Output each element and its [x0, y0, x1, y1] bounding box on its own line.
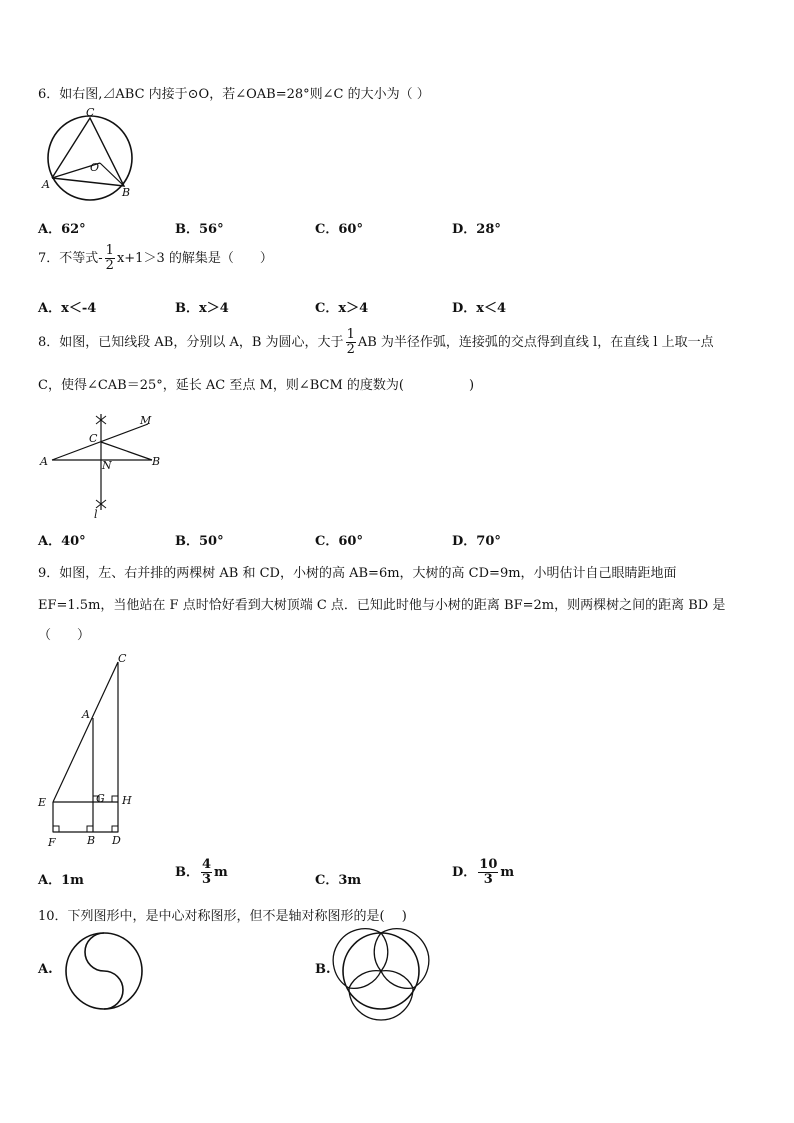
q8-option-c[interactable]: C．60° [315, 534, 363, 549]
q8-label-m: M [140, 414, 152, 427]
q8-label-a: A [40, 455, 48, 468]
q6-label-o: O [90, 161, 100, 174]
q6-option-a[interactable]: A．62° [38, 222, 86, 237]
q7-stem [38, 244, 273, 273]
q7-option-c[interactable]: C．x＞4 [315, 301, 369, 316]
q8-stem-line2: C，使得∠CAB＝25°，延长 AC 至点 M，则∠BCM 的度数为( ) [38, 378, 475, 393]
q9-option-d-num: 10 [479, 857, 498, 872]
q7-option-a[interactable]: A．x＜-4 [38, 301, 97, 316]
q6-figure [40, 108, 140, 203]
q8-figure [38, 412, 168, 522]
q8-option-d[interactable]: D．70° [452, 534, 501, 549]
q8-option-b[interactable]: B．50° [175, 534, 224, 549]
q7-fraction [105, 244, 115, 273]
q9-label-c: C [118, 652, 127, 665]
q6-stem: 6．如右图,⊿ABC 内接于⊙O，若∠OAB=28°则∠C 的大小为（ ） [38, 87, 430, 102]
q9-stem-line1: 9．如图，左、右并排的两棵树 AB 和 CD，小树的高 AB=6m，大树的高 CD=9m，小明估计自己眼睛距地面 [38, 566, 677, 581]
q9-option-b-den: 3 [202, 872, 212, 887]
q9-label-d: D [112, 834, 121, 847]
q9-option-d[interactable] [452, 858, 514, 887]
q9-option-d-den: 3 [483, 872, 493, 887]
q9-label-e: E [38, 796, 47, 809]
q6-label-b: B [122, 186, 131, 199]
q9-option-d-fraction [478, 858, 498, 887]
q8-label-c: C [89, 432, 98, 445]
q9-option-b-num: 4 [202, 857, 212, 872]
q7-option-b[interactable]: B．x＞4 [175, 301, 229, 316]
q9-option-b-fraction [201, 858, 212, 887]
q10-figure-a-yin-yang[interactable] [62, 930, 146, 1012]
q9-label-b: B [87, 834, 96, 847]
q7-option-d[interactable]: D．x＜4 [452, 301, 507, 316]
q8-label-n: N [102, 459, 112, 472]
q10-figure-b-trefoil[interactable] [338, 928, 424, 1014]
q9-option-d-unit: m [500, 865, 515, 880]
q8-label-l: l [94, 508, 98, 521]
q9-label-g: G [96, 792, 105, 805]
q7-fraction-num: 1 [105, 243, 114, 258]
q6-option-d[interactable]: D．28° [452, 222, 501, 237]
q6-option-b[interactable]: B．56° [175, 222, 224, 237]
q7-text-pre: 7．不等式- [38, 251, 103, 266]
q8-text-post: AB 为半径作弧，连接弧的交点得到直线 l，在直线 l 上取一点 [357, 335, 714, 350]
q6-option-c[interactable]: C．60° [315, 222, 363, 237]
q9-option-d-prefix: D． [452, 865, 477, 880]
q10-option-a[interactable]: A. [38, 962, 53, 977]
q8-fraction-den: 2 [346, 342, 355, 357]
q9-option-b[interactable] [175, 858, 228, 887]
q8-label-b: B [152, 455, 161, 468]
q8-fraction-num: 1 [346, 327, 355, 342]
q8-option-a[interactable]: A．40° [38, 534, 86, 549]
q6-label-c: C [86, 106, 95, 119]
q9-stem-line3: （ ） [38, 628, 91, 643]
q9-option-b-prefix: B． [175, 865, 199, 880]
q9-option-a[interactable]: A．1m [38, 873, 84, 888]
q9-stem-line2: EF=1.5m，当他站在 F 点时恰好看到大树顶端 C 点．已知此时他与小树的距离 BF=2m，则两棵树之间的距离 BD 是 [38, 598, 726, 613]
q6-label-a: A [42, 178, 50, 191]
q7-fraction-den: 2 [105, 258, 114, 273]
q9-figure [36, 650, 146, 850]
q10-option-b[interactable]: B. [315, 962, 331, 977]
q8-text-pre: 8．如图，已知线段 AB，分别以 A，B 为圆心，大于 [38, 335, 344, 350]
q8-fraction [346, 328, 356, 357]
q9-label-h: H [122, 794, 132, 807]
q9-label-f: F [48, 836, 56, 849]
q7-text-post: x+1＞3 的解集是（ ） [116, 251, 273, 266]
q9-label-a: A [82, 708, 90, 721]
q9-option-c[interactable]: C．3m [315, 873, 362, 888]
q10-stem: 10．下列图形中，是中心对称图形，但不是轴对称图形的是( ) [38, 909, 407, 924]
q9-option-b-unit: m [214, 865, 228, 880]
q8-stem-line1 [38, 328, 714, 357]
